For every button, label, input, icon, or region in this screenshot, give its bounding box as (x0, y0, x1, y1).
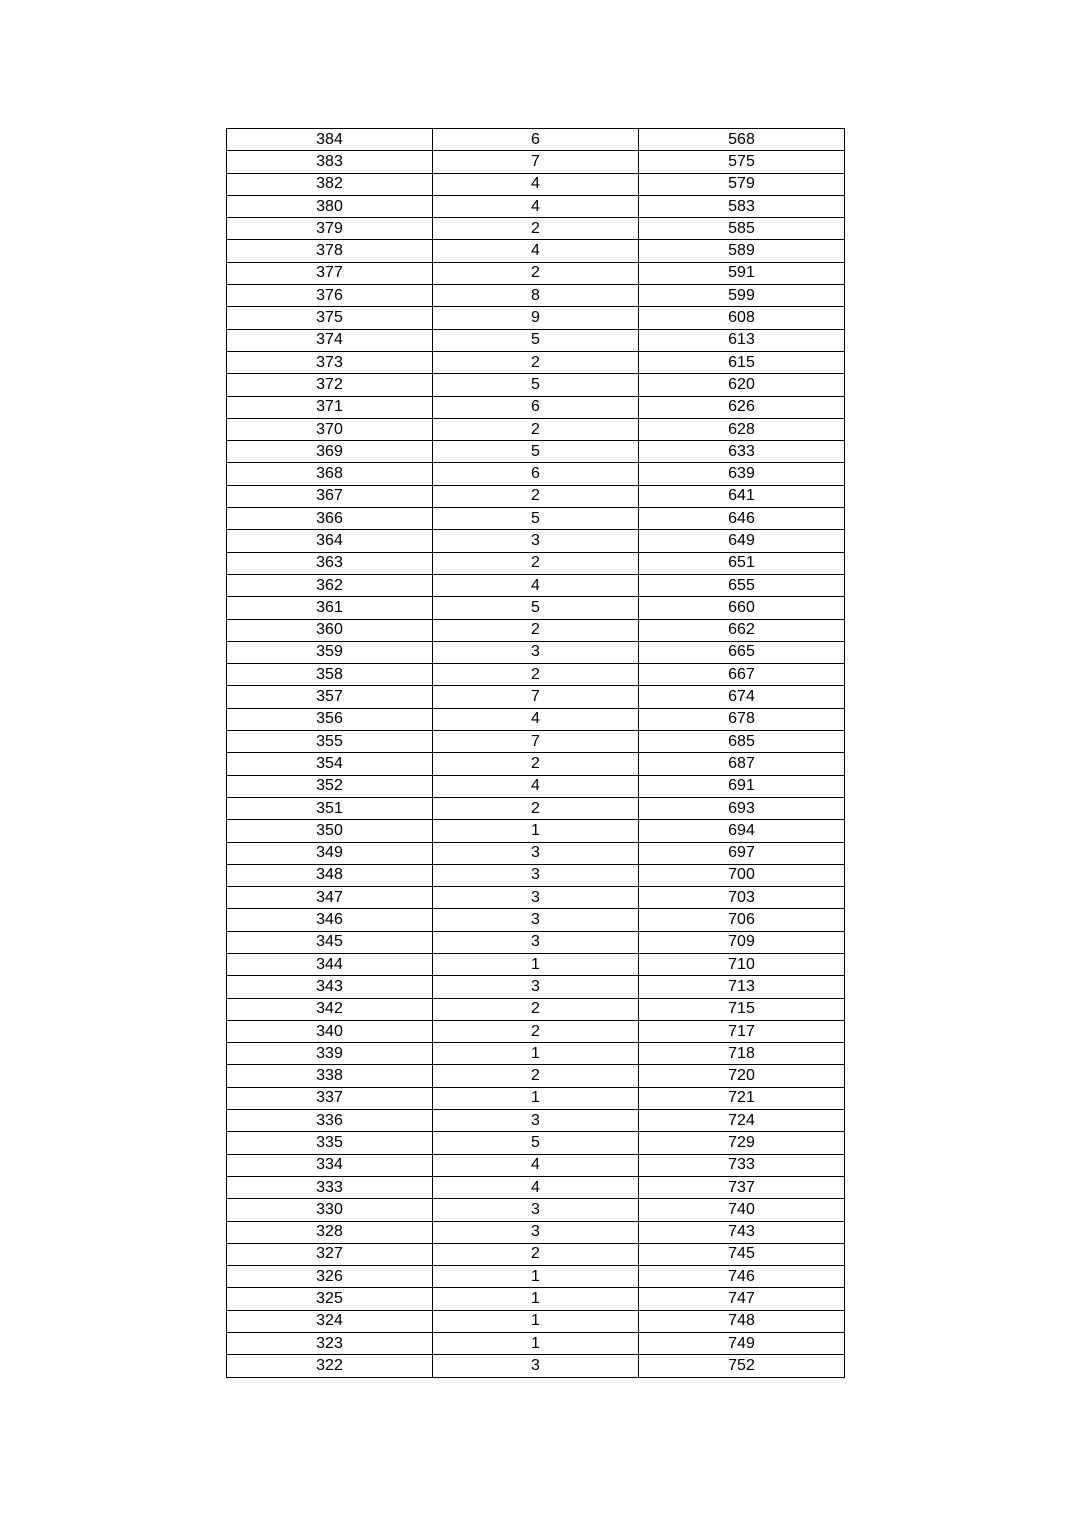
table-row (227, 931, 845, 953)
count-cell: 3 (433, 1110, 639, 1132)
table-row (227, 1310, 845, 1332)
score-cell: 344 (227, 953, 433, 975)
table-row (227, 953, 845, 975)
table-row (227, 1288, 845, 1310)
table-row (227, 307, 845, 329)
score-cell: 378 (227, 240, 433, 262)
cumulative-cell: 721 (639, 1087, 845, 1109)
count-cell: 9 (433, 307, 639, 329)
table-row (227, 240, 845, 262)
cumulative-cell: 717 (639, 1020, 845, 1042)
cumulative-cell: 674 (639, 686, 845, 708)
table-row (227, 1043, 845, 1065)
count-cell: 2 (433, 552, 639, 574)
score-cell: 377 (227, 262, 433, 284)
table-row (227, 1065, 845, 1087)
score-cell: 369 (227, 441, 433, 463)
count-cell: 5 (433, 597, 639, 619)
score-cell: 375 (227, 307, 433, 329)
table-row (227, 686, 845, 708)
cumulative-cell: 591 (639, 262, 845, 284)
count-cell: 1 (433, 820, 639, 842)
table-row (227, 887, 845, 909)
cumulative-cell: 667 (639, 664, 845, 686)
table-row (227, 396, 845, 418)
score-cell: 343 (227, 976, 433, 998)
cumulative-cell: 655 (639, 574, 845, 596)
count-cell: 1 (433, 1087, 639, 1109)
table-row (227, 173, 845, 195)
cumulative-cell: 628 (639, 418, 845, 440)
table-row (227, 1333, 845, 1355)
cumulative-cell: 662 (639, 619, 845, 641)
count-cell: 5 (433, 374, 639, 396)
score-table (226, 128, 845, 1378)
score-cell: 380 (227, 195, 433, 217)
count-cell: 5 (433, 1132, 639, 1154)
cumulative-cell: 579 (639, 173, 845, 195)
cumulative-cell: 660 (639, 597, 845, 619)
count-cell: 6 (433, 129, 639, 151)
table-row (227, 842, 845, 864)
score-cell: 336 (227, 1110, 433, 1132)
count-cell: 4 (433, 1154, 639, 1176)
count-cell: 4 (433, 708, 639, 730)
count-cell: 2 (433, 998, 639, 1020)
count-cell: 1 (433, 1288, 639, 1310)
score-cell: 322 (227, 1355, 433, 1377)
count-cell: 3 (433, 530, 639, 552)
count-cell: 1 (433, 953, 639, 975)
count-cell: 3 (433, 1199, 639, 1221)
score-cell: 357 (227, 686, 433, 708)
score-cell: 374 (227, 329, 433, 351)
cumulative-cell: 583 (639, 195, 845, 217)
table-row (227, 1199, 845, 1221)
table-row (227, 129, 845, 151)
table-row (227, 1355, 845, 1377)
count-cell: 3 (433, 842, 639, 864)
table-row (227, 731, 845, 753)
count-cell: 3 (433, 864, 639, 886)
cumulative-cell: 752 (639, 1355, 845, 1377)
table-row (227, 285, 845, 307)
table-row (227, 976, 845, 998)
score-cell: 356 (227, 708, 433, 730)
cumulative-cell: 715 (639, 998, 845, 1020)
score-cell: 342 (227, 998, 433, 1020)
cumulative-cell: 613 (639, 329, 845, 351)
count-cell: 1 (433, 1333, 639, 1355)
cumulative-cell: 729 (639, 1132, 845, 1154)
table-row (227, 351, 845, 373)
table-row (227, 508, 845, 530)
score-cell: 384 (227, 129, 433, 151)
cumulative-cell: 665 (639, 641, 845, 663)
count-cell: 1 (433, 1266, 639, 1288)
cumulative-cell: 639 (639, 463, 845, 485)
table-row (227, 463, 845, 485)
score-cell: 347 (227, 887, 433, 909)
table-row (227, 597, 845, 619)
cumulative-cell: 718 (639, 1043, 845, 1065)
score-cell: 371 (227, 396, 433, 418)
cumulative-cell: 649 (639, 530, 845, 552)
cumulative-cell: 687 (639, 753, 845, 775)
cumulative-cell: 633 (639, 441, 845, 463)
cumulative-cell: 575 (639, 151, 845, 173)
score-cell: 325 (227, 1288, 433, 1310)
cumulative-cell: 641 (639, 485, 845, 507)
table-row (227, 820, 845, 842)
table-row (227, 329, 845, 351)
score-cell: 360 (227, 619, 433, 641)
count-cell: 6 (433, 396, 639, 418)
count-cell: 4 (433, 775, 639, 797)
cumulative-cell: 615 (639, 351, 845, 373)
cumulative-cell: 685 (639, 731, 845, 753)
score-cell: 326 (227, 1266, 433, 1288)
count-cell: 2 (433, 218, 639, 240)
cumulative-cell: 620 (639, 374, 845, 396)
count-cell: 2 (433, 753, 639, 775)
count-cell: 2 (433, 351, 639, 373)
count-cell: 2 (433, 664, 639, 686)
count-cell: 2 (433, 797, 639, 819)
cumulative-cell: 740 (639, 1199, 845, 1221)
score-cell: 358 (227, 664, 433, 686)
count-cell: 4 (433, 195, 639, 217)
score-cell: 361 (227, 597, 433, 619)
table-row (227, 218, 845, 240)
table-row (227, 1110, 845, 1132)
count-cell: 3 (433, 909, 639, 931)
table-row (227, 1266, 845, 1288)
table-row (227, 664, 845, 686)
score-cell: 366 (227, 508, 433, 530)
count-cell: 3 (433, 1221, 639, 1243)
count-cell: 3 (433, 1355, 639, 1377)
table-row (227, 1176, 845, 1198)
score-cell: 362 (227, 574, 433, 596)
count-cell: 2 (433, 262, 639, 284)
cumulative-cell: 748 (639, 1310, 845, 1332)
table-row (227, 619, 845, 641)
score-cell: 327 (227, 1243, 433, 1265)
cumulative-cell: 599 (639, 285, 845, 307)
count-cell: 4 (433, 173, 639, 195)
cumulative-cell: 678 (639, 708, 845, 730)
table-row (227, 1243, 845, 1265)
score-cell: 368 (227, 463, 433, 485)
cumulative-cell: 691 (639, 775, 845, 797)
score-table-body (227, 129, 845, 1378)
cumulative-cell: 568 (639, 129, 845, 151)
score-cell: 323 (227, 1333, 433, 1355)
score-cell: 364 (227, 530, 433, 552)
score-cell: 363 (227, 552, 433, 574)
cumulative-cell: 608 (639, 307, 845, 329)
cumulative-cell: 746 (639, 1266, 845, 1288)
cumulative-cell: 589 (639, 240, 845, 262)
count-cell: 1 (433, 1043, 639, 1065)
cumulative-cell: 651 (639, 552, 845, 574)
count-cell: 3 (433, 887, 639, 909)
count-cell: 8 (433, 285, 639, 307)
score-cell: 337 (227, 1087, 433, 1109)
count-cell: 4 (433, 1176, 639, 1198)
table-row (227, 1132, 845, 1154)
table-row (227, 441, 845, 463)
score-cell: 376 (227, 285, 433, 307)
count-cell: 2 (433, 1065, 639, 1087)
count-cell: 7 (433, 151, 639, 173)
table-row (227, 262, 845, 284)
table-row (227, 1154, 845, 1176)
table-row (227, 1020, 845, 1042)
score-cell: 346 (227, 909, 433, 931)
score-cell: 355 (227, 731, 433, 753)
score-cell: 345 (227, 931, 433, 953)
score-cell: 379 (227, 218, 433, 240)
table-row (227, 775, 845, 797)
score-cell: 334 (227, 1154, 433, 1176)
cumulative-cell: 697 (639, 842, 845, 864)
count-cell: 2 (433, 619, 639, 641)
cumulative-cell: 626 (639, 396, 845, 418)
score-cell: 367 (227, 485, 433, 507)
count-cell: 2 (433, 418, 639, 440)
cumulative-cell: 706 (639, 909, 845, 931)
cumulative-cell: 709 (639, 931, 845, 953)
table-row (227, 552, 845, 574)
count-cell: 5 (433, 329, 639, 351)
cumulative-cell: 700 (639, 864, 845, 886)
score-cell: 372 (227, 374, 433, 396)
table-row (227, 708, 845, 730)
count-cell: 7 (433, 731, 639, 753)
count-cell: 4 (433, 240, 639, 262)
score-cell: 354 (227, 753, 433, 775)
count-cell: 3 (433, 641, 639, 663)
count-cell: 6 (433, 463, 639, 485)
table-row (227, 864, 845, 886)
cumulative-cell: 694 (639, 820, 845, 842)
score-cell: 383 (227, 151, 433, 173)
cumulative-cell: 713 (639, 976, 845, 998)
score-cell: 370 (227, 418, 433, 440)
count-cell: 2 (433, 485, 639, 507)
table-row (227, 797, 845, 819)
score-cell: 333 (227, 1176, 433, 1198)
count-cell: 4 (433, 574, 639, 596)
cumulative-cell: 585 (639, 218, 845, 240)
count-cell: 5 (433, 508, 639, 530)
score-cell: 330 (227, 1199, 433, 1221)
cumulative-cell: 749 (639, 1333, 845, 1355)
table-row (227, 418, 845, 440)
count-cell: 3 (433, 931, 639, 953)
table-row (227, 998, 845, 1020)
score-cell: 382 (227, 173, 433, 195)
count-cell: 2 (433, 1020, 639, 1042)
table-row (227, 530, 845, 552)
score-cell: 352 (227, 775, 433, 797)
score-cell: 335 (227, 1132, 433, 1154)
table-row (227, 374, 845, 396)
cumulative-cell: 724 (639, 1110, 845, 1132)
cumulative-cell: 733 (639, 1154, 845, 1176)
table-row (227, 909, 845, 931)
cumulative-cell: 703 (639, 887, 845, 909)
table-row (227, 1221, 845, 1243)
count-cell: 5 (433, 441, 639, 463)
score-cell: 351 (227, 797, 433, 819)
cumulative-cell: 693 (639, 797, 845, 819)
score-cell: 339 (227, 1043, 433, 1065)
table-row (227, 753, 845, 775)
count-cell: 1 (433, 1310, 639, 1332)
score-cell: 350 (227, 820, 433, 842)
cumulative-cell: 737 (639, 1176, 845, 1198)
table-row (227, 574, 845, 596)
table-row (227, 485, 845, 507)
score-cell: 324 (227, 1310, 433, 1332)
table-row (227, 195, 845, 217)
table-row (227, 1087, 845, 1109)
count-cell: 7 (433, 686, 639, 708)
score-cell: 349 (227, 842, 433, 864)
table-row (227, 641, 845, 663)
score-cell: 328 (227, 1221, 433, 1243)
cumulative-cell: 720 (639, 1065, 845, 1087)
cumulative-cell: 747 (639, 1288, 845, 1310)
table-row (227, 151, 845, 173)
count-cell: 2 (433, 1243, 639, 1265)
score-cell: 338 (227, 1065, 433, 1087)
cumulative-cell: 745 (639, 1243, 845, 1265)
score-cell: 359 (227, 641, 433, 663)
score-cell: 340 (227, 1020, 433, 1042)
count-cell: 3 (433, 976, 639, 998)
cumulative-cell: 743 (639, 1221, 845, 1243)
cumulative-cell: 710 (639, 953, 845, 975)
score-cell: 348 (227, 864, 433, 886)
score-cell: 373 (227, 351, 433, 373)
cumulative-cell: 646 (639, 508, 845, 530)
